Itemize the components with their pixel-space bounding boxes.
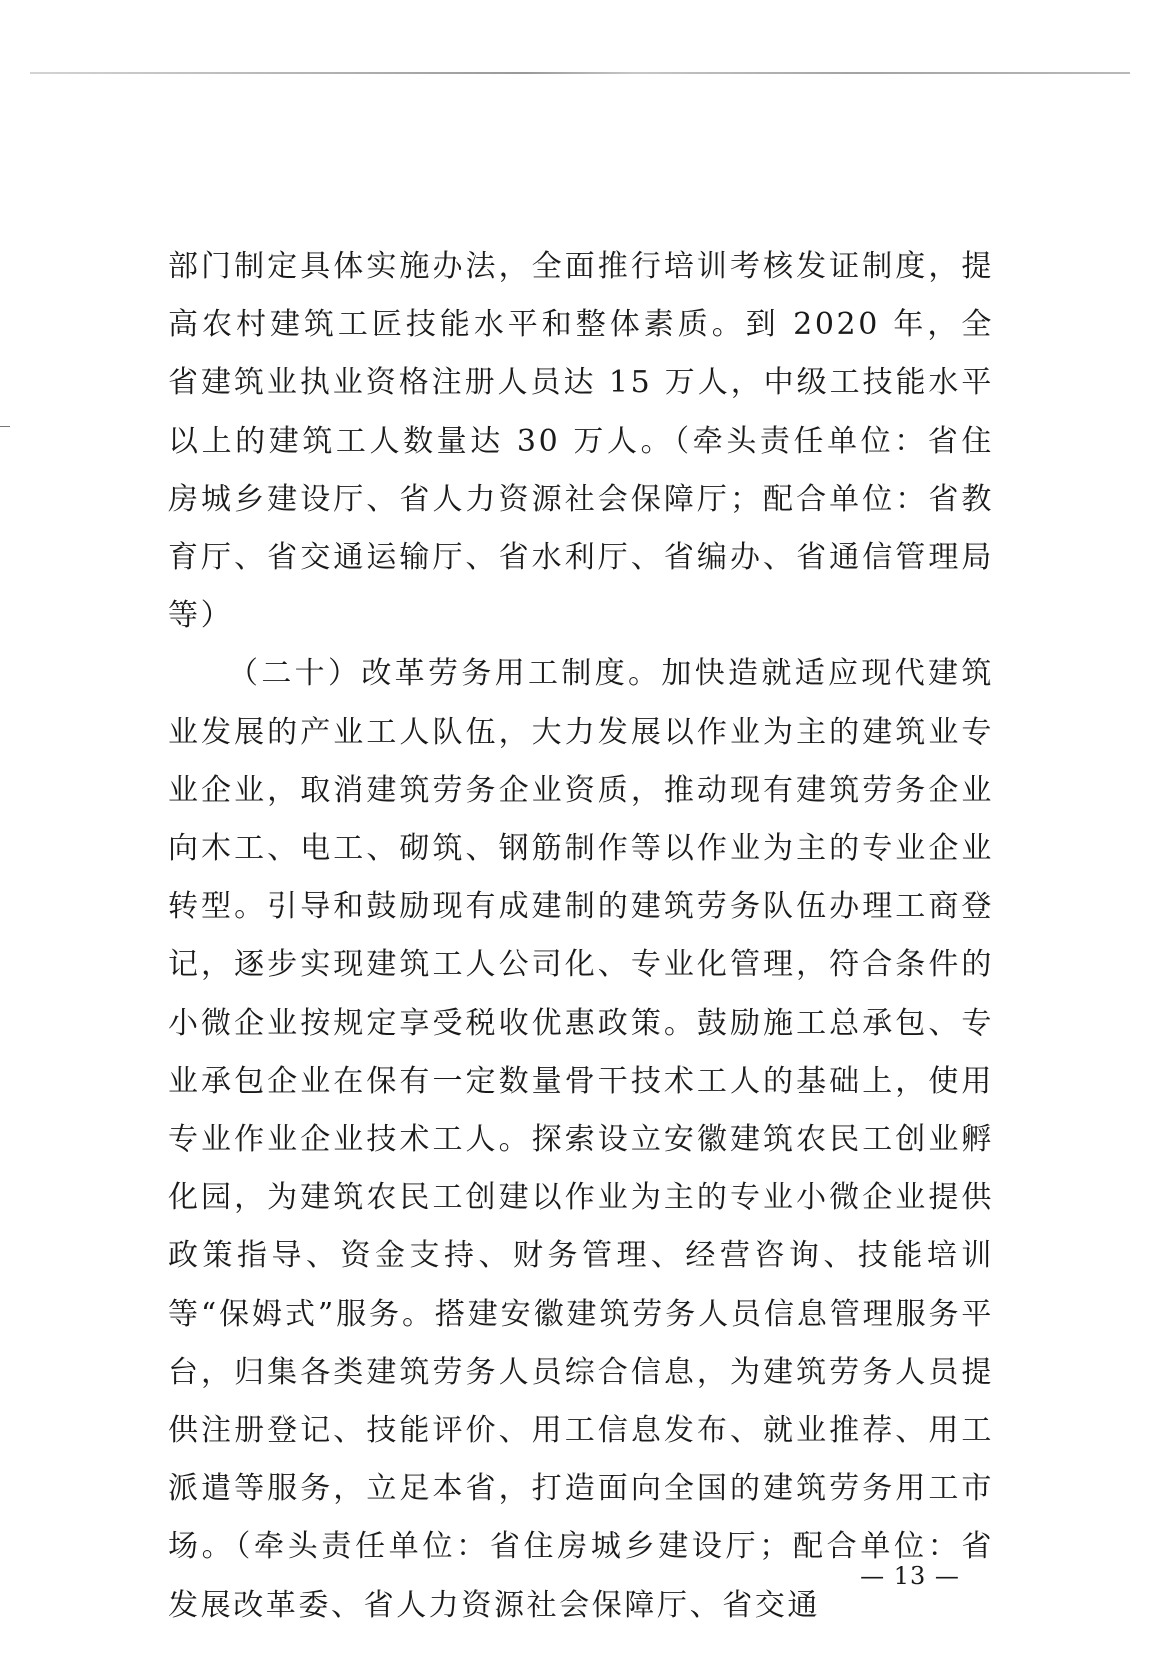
document-body bbox=[168, 238, 994, 1635]
paragraph-continuation: 部门制定具体实施办法，全面推行培训考核发证制度，提高农村建筑工匠技能水平和整体素质。到 2020 年，全省建筑业执业资格注册人员达 15 万人，中级工技能水平以上的建筑工人数量达 30 万人。（牵头责任单位：省住房城乡建设厅、省人力资源社会保障厅；配合单位：省教育厅、省交通运输厅、省水利厅、省编办、省通信管理局等） bbox=[168, 249, 994, 634]
scan-edge-line bbox=[30, 72, 1130, 74]
page-number: — 13 — bbox=[860, 1562, 960, 1590]
margin-mark bbox=[0, 426, 10, 427]
paragraph-labor-reform: （二十）改革劳务用工制度。加快造就适应现代建筑业发展的产业工人队伍，大力发展以作业为主的建筑业专业企业，取消建筑劳务企业资质，推动现有建筑劳务企业向木工、电工、砌筑、钢筋制作等以作业为主的专业企业转型。引导和鼓励现有成建制的建筑劳务队伍办理工商登记，逐步实现建筑工人公司化、专业化管理，符合条件的小微企业按规定享受税收优惠政策。鼓励施工总承包、专业承包企业在保有一定数量骨干技术工人的基础上，使用专业作业企业技术工人。探索设立安徽建筑农民工创业孵化园，为建筑农民工创建以作业为主的专业小微企业提供政策指导、资金支持、财务管理、经营咨询、技能培训等“保姆式”服务。搭建安徽建筑劳务人员信息管理服务平台，归集各类建筑劳务人员综合信息，为建筑劳务人员提供注册登记、技能评价、用工信息发布、就业推荐、用工派遣等服务，立足本省，打造面向全国的建筑劳务用工市场。（牵头责任单位：省住房城乡建设厅；配合单位：省发展改革委、省人力资源社会保障厅、省交通 bbox=[168, 656, 994, 1623]
